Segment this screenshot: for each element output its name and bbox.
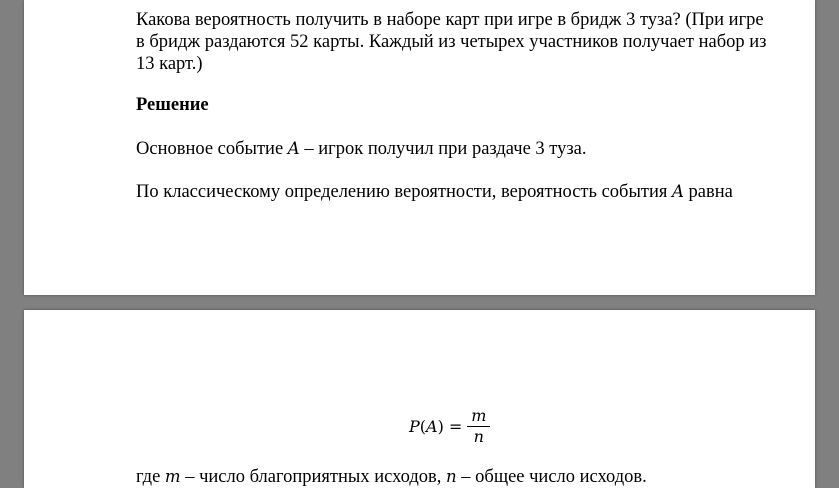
classic-definition — [136, 181, 776, 203]
event-text-after: – игрок получил при раздаче 3 туза. — [299, 139, 587, 159]
formula-func: P — [409, 416, 420, 436]
event-definition — [136, 138, 776, 160]
where-suffix: – общее число исходов. — [456, 467, 647, 487]
formula-numerator: m — [467, 407, 490, 427]
classic-text-before: По классическому определению вероятности, вероятность события — [136, 182, 672, 202]
where-mid: – число благоприятных исходов, — [180, 467, 447, 487]
classic-text-after: равна — [683, 182, 733, 202]
document-page-1 — [24, 0, 815, 295]
where-n-symbol: n — [446, 467, 457, 486]
where-prefix: где — [136, 467, 165, 487]
formula-arg: A — [426, 416, 438, 436]
where-m-symbol: m — [164, 467, 181, 486]
formula-fraction — [467, 407, 490, 446]
formula-explanation — [136, 466, 776, 488]
formula-close-paren: ) — [437, 416, 444, 436]
problem-statement: Какова вероятность получить в наборе карт при игре в бридж 3 туза? (При игре в бридж раздаются 52 карты. Каждый из четырех участников получает набор из 13 карт.) — [136, 10, 767, 74]
event-text-before: Основное событие — [136, 139, 288, 159]
formula-open-paren: ( — [419, 416, 427, 436]
probability-formula — [409, 406, 490, 446]
formula-denominator: n — [473, 426, 484, 446]
formula-equals: = — [448, 416, 463, 436]
solution-heading: Решение — [136, 95, 209, 115]
event-symbol: A — [287, 139, 300, 158]
classic-symbol: A — [672, 182, 684, 201]
document-page-2 — [24, 310, 815, 488]
formula-lhs — [409, 417, 444, 436]
